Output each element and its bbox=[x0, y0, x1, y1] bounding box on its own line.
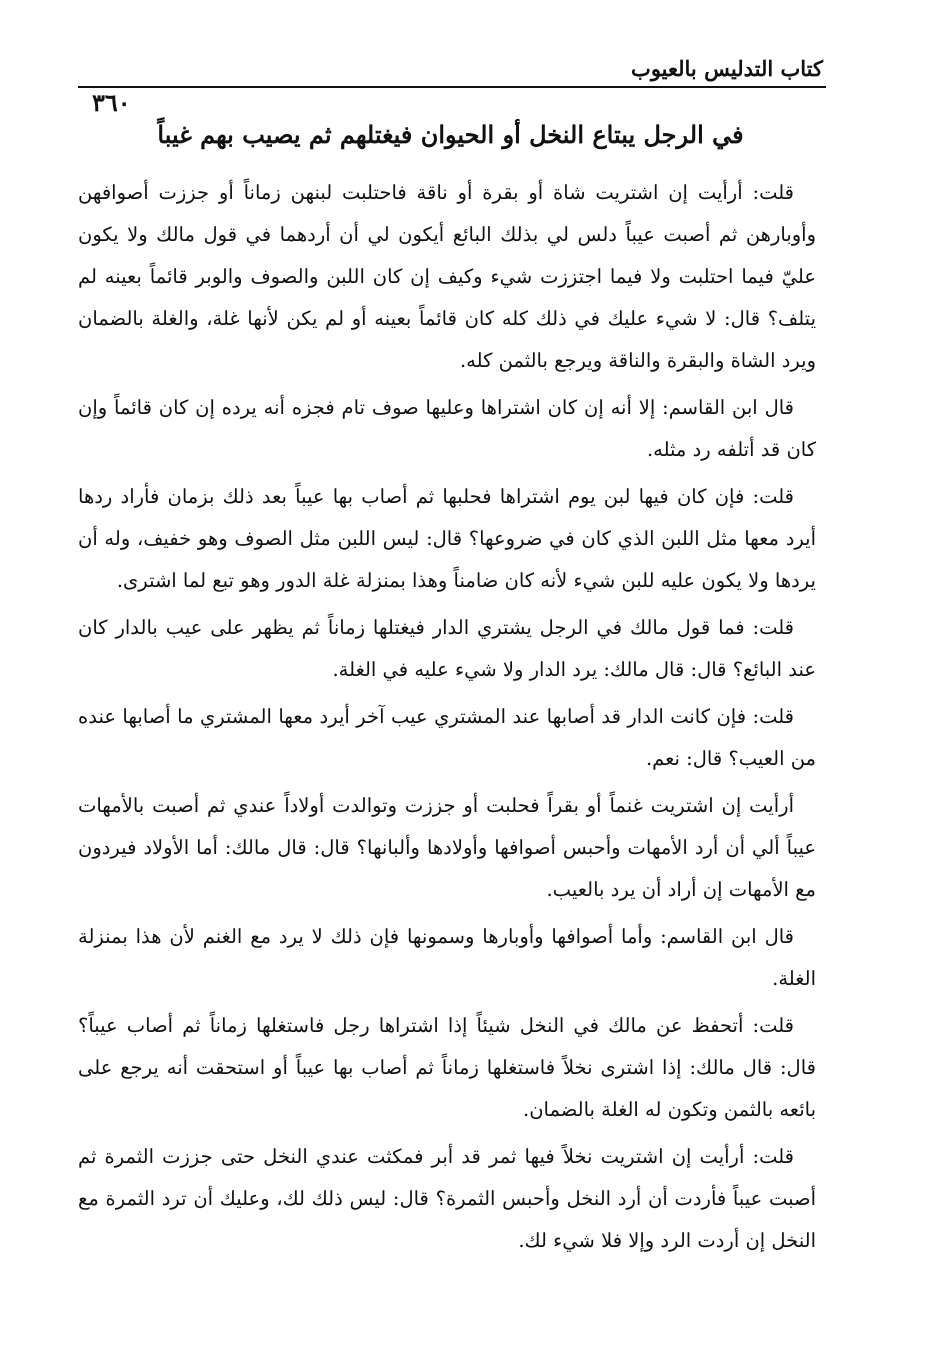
book-title: كتاب التدليس بالعيوب bbox=[631, 56, 823, 81]
header-rule bbox=[78, 86, 826, 88]
page-number: ٣٦٠ bbox=[92, 88, 131, 117]
paragraph-8: قلت: أتحفظ عن مالك في النخل شيئاً إذا اشتراها رجل فاستغلها زماناً ثم أصاب عيباً؟ قال: قال مالك: إذا اشترى نخلاً فاستغلها زماناً ثم أصاب بها عيباً أو استحقت أنه يرجع على بائعه بالثمن وتكون له الغلة بالضمان. bbox=[78, 1014, 816, 1121]
chapter-title: في الرجل يبتاع النخل أو الحيوان فيغتلهم ثم يصيب بهم غيباً bbox=[157, 120, 744, 149]
paragraph-5: قلت: فإن كانت الدار قد أصابها عند المشتري عيب آخر أيرد معها المشتري ما أصابها عنده من العيب؟ قال: نعم. bbox=[78, 705, 816, 770]
paragraph-7: قال ابن القاسم: وأما أصوافها وأوبارها وسمونها فإن ذلك لا يرد مع الغنم لأن هذا بمنزلة الغلة. bbox=[78, 925, 816, 990]
paragraph-3: قلت: فإن كان فيها لبن يوم اشتراها فحلبها ثم أصاب بها عيباً بعد ذلك بزمان فأراد ردها أيرد معها مثل اللبن الذي كان في ضروعها؟ قال: ليس اللبن مثل الصوف وهو خفيف، وله أن يردها ولا يكون عليه للبن شيء لأنه كان ضامناً وهذا بمنزلة غلة الدور وهو تبع لما اشترى. bbox=[78, 485, 816, 592]
paragraph-2: قال ابن القاسم: إلا أنه إن كان اشتراها وعليها صوف تام فجزه أنه يرده إن كان قائماً وإن كان قد أتلفه رد مثله. bbox=[78, 396, 816, 461]
paragraph-9: قلت: أرأيت إن اشتريت نخلاً فيها ثمر قد أبر فمكثت عندي النخل حتى جززت الثمرة ثم أصبت عيباً فأردت أن أرد النخل وأحبس الثمرة؟ قال: ليس ذلك لك، وعليك أن ترد الثمرة مع النخل إن أردت الرد وإلا فلا شيء لك. bbox=[78, 1145, 816, 1252]
paragraph-1: قلت: أرأيت إن اشتريت شاة أو بقرة أو ناقة فاحتلبت لبنهن زماناً أو جززت أصوافهن وأوبارهن ثم أصبت عيباً دلس لي بذلك البائع أيكون لي أن أردهما في قول مالك ولا يكون عليّ فيما احتلبت ولا فيما اجتززت شيء وكيف إن كان اللبن والصوف والوبر قائماً بعينه لم يتلف؟ قال: لا شيء عليك في ذلك كله كان قائماً بعينه أو لم يكن لأنها غلة، والغلة بالضمان ويرد الشاة والبقرة والناقة ويرجع بالثمن كله. bbox=[78, 181, 816, 372]
body-text bbox=[78, 172, 816, 1267]
paragraph-4: قلت: فما قول مالك في الرجل يشتري الدار فيغتلها زماناً ثم يظهر على عيب بالدار كان عند البائع؟ قال: قال مالك: يرد الدار ولا شيء عليه في الغلة. bbox=[78, 616, 816, 681]
paragraph-6: أرأيت إن اشتريت غنماً أو بقراً فحلبت أو جززت وتوالدت أولاداً عندي ثم أصبت بالأمهات عيباً ألي أن أرد الأمهات وأحبس أصوافها وأولادها وألبانها؟ قال: قال مالك: أما الأولاد فيردون مع الأمهات إن أراد أن يرد بالعيب. bbox=[78, 794, 816, 901]
running-head bbox=[78, 52, 823, 86]
